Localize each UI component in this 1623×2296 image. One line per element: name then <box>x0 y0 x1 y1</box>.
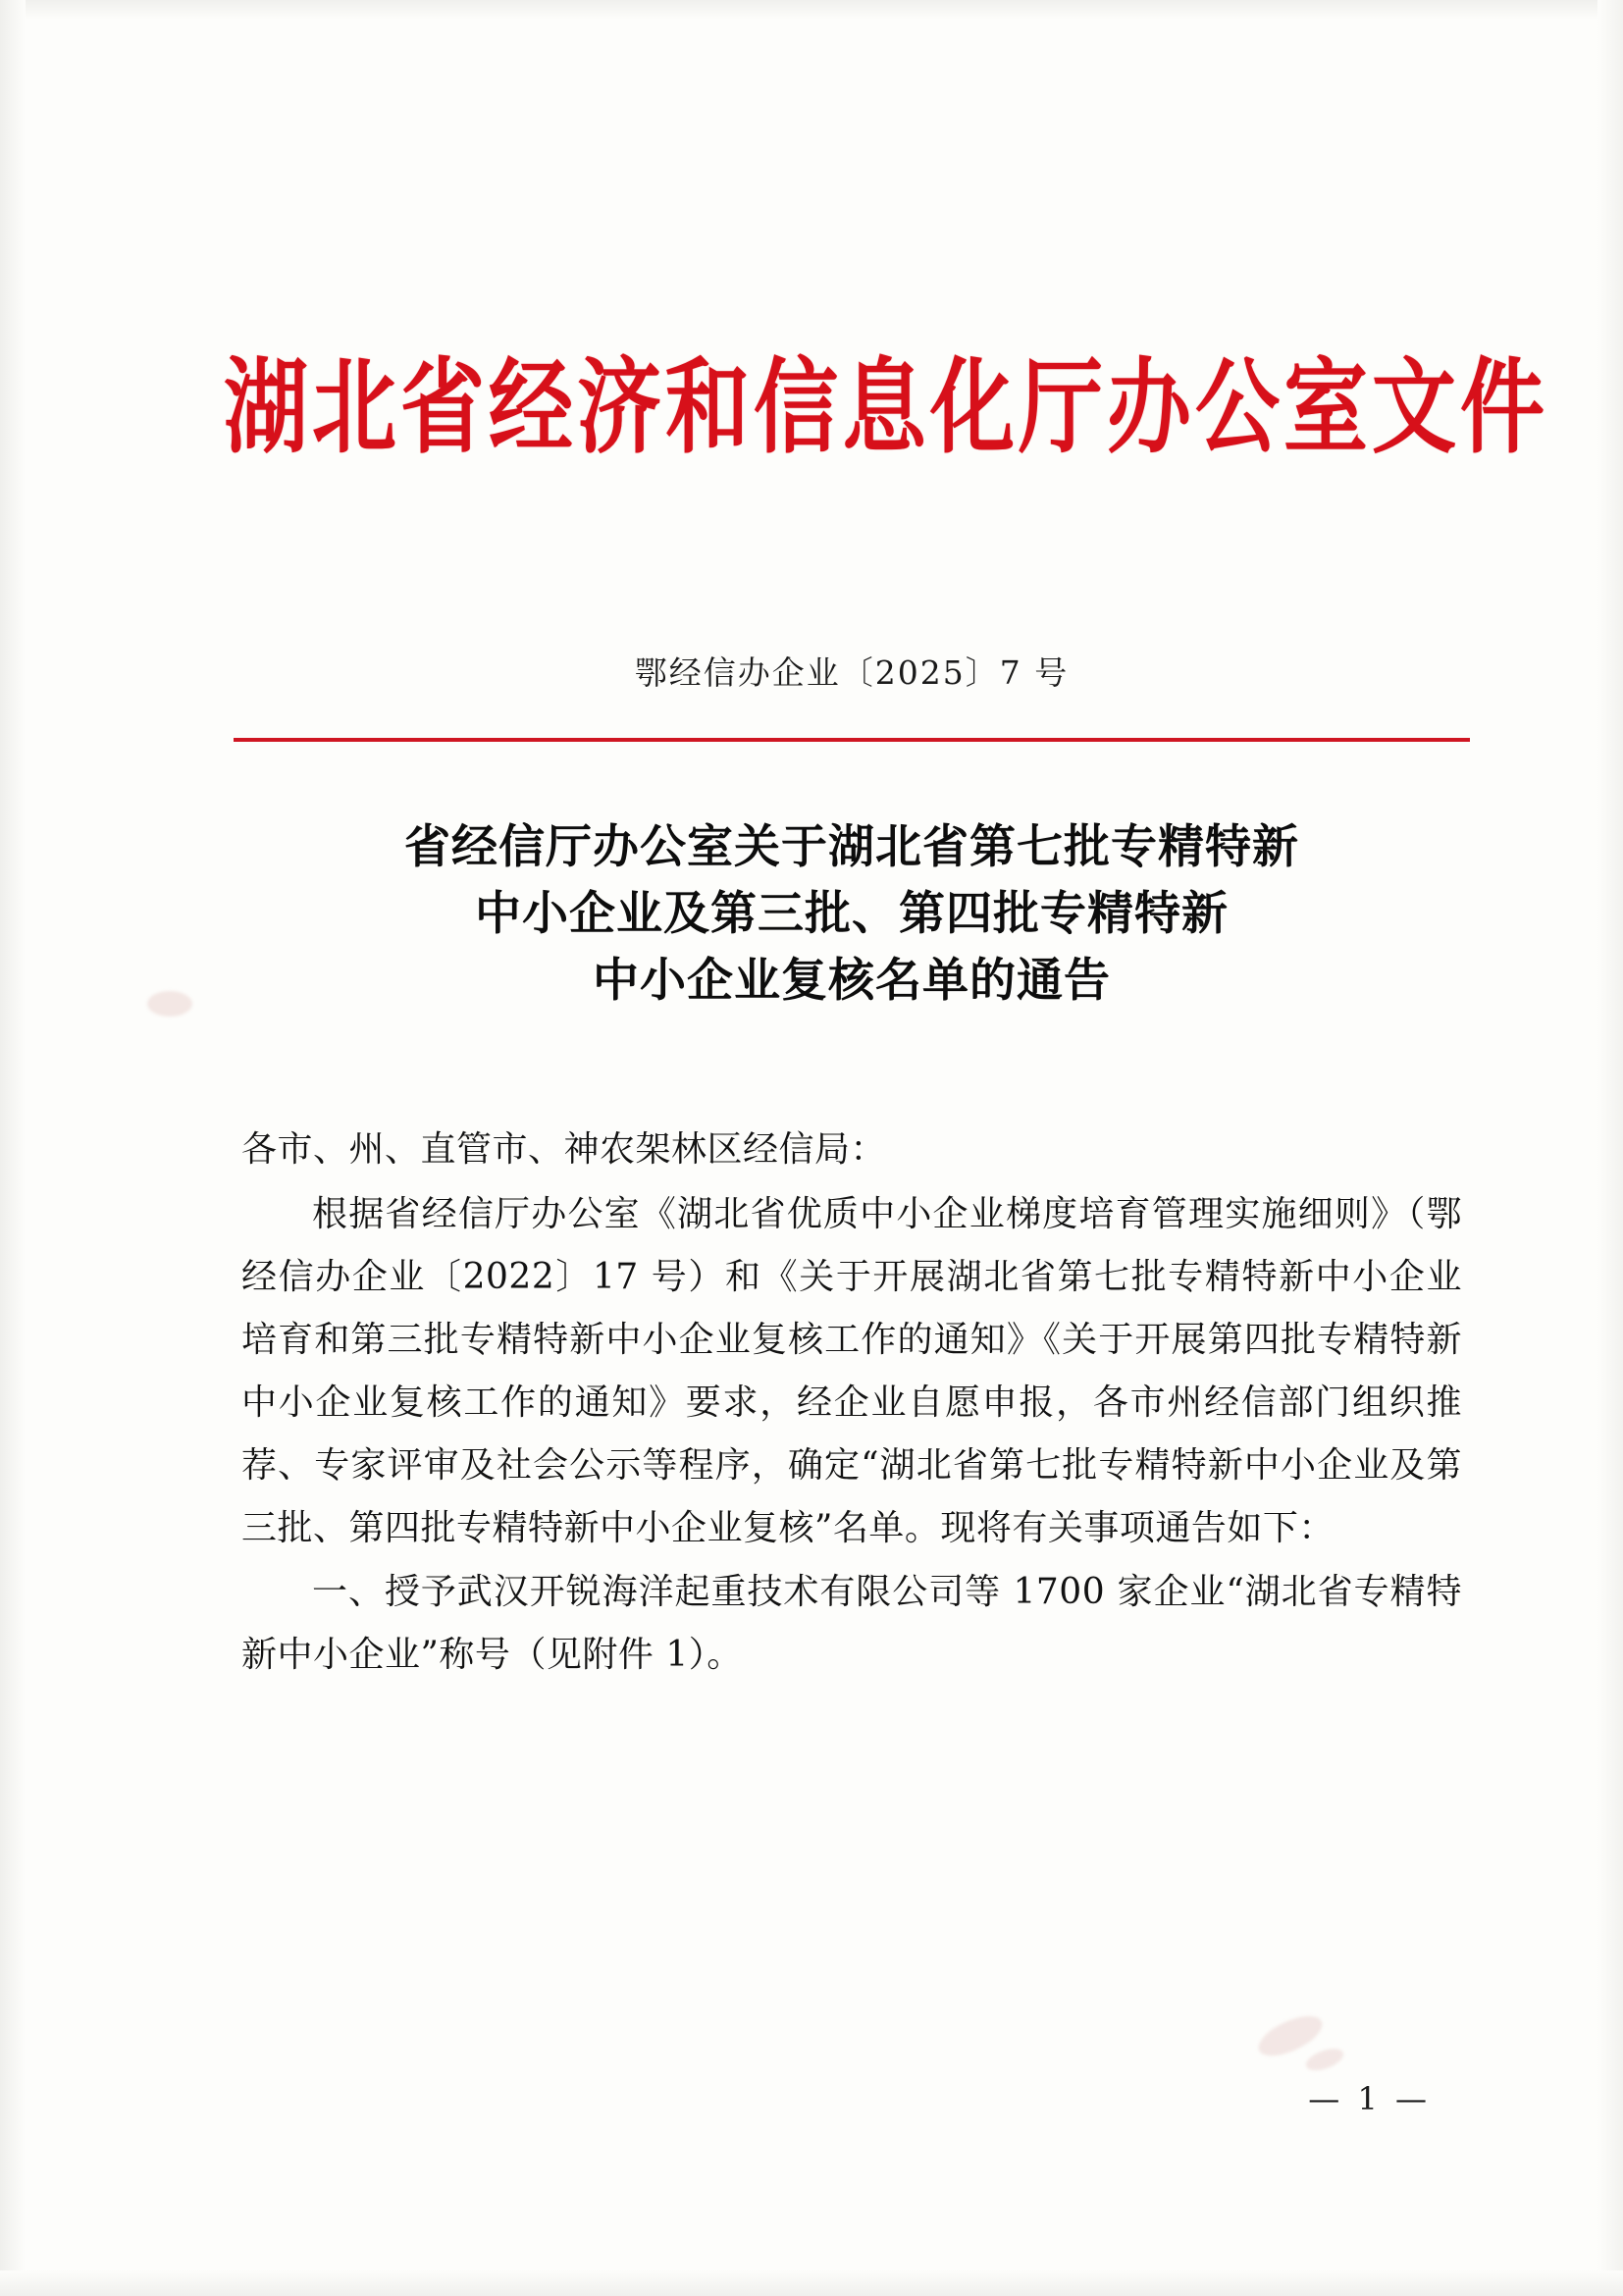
body-paragraph-2: 一、授予武汉开锐海洋起重技术有限公司等 1700 家企业“湖北省专精特新中小企业”称号（见附件 1）。 <box>241 1571 1462 1675</box>
masthead <box>224 346 1548 469</box>
masthead-title: 湖北省经济和信息化厅办公室文件 <box>224 346 1548 469</box>
page-title-line-1: 省经信厅办公室关于湖北省第七批专精特新 <box>404 820 1299 874</box>
document-body <box>241 1119 1462 1687</box>
page-title <box>263 814 1440 1015</box>
page-title-line-3: 中小企业复核名单的通告 <box>593 954 1111 1009</box>
body-paragraph-1: 根据省经信厅办公室《湖北省优质中小企业梯度培育管理实施细则》（鄂经信办企业〔2022〕17 号）和《关于开展湖北省第七批专精特新中小企业培育和第三批专精特新中小企业复核工作的通知》《关于开展第四批专精特新中小企业复核工作的通知》要求，经企业自愿申报，各市州经信部门组织推荐、专家评审及社会公示等程序，确定“湖北省第七批专精特新中小企业及第三批、第四批专精特新中小企业复核”名单。现将有关事项通告如下： <box>241 1194 1462 1549</box>
red-separator-rule <box>234 738 1470 742</box>
scan-edge-left <box>0 0 26 2296</box>
document-content <box>224 0 1548 2296</box>
salutation: 各市、州、直管市、神农架林区经信局： <box>241 1129 887 1170</box>
scan-smudge <box>147 991 192 1017</box>
scan-edge-right <box>1597 0 1623 2296</box>
page-title-line-2: 中小企业及第三批、第四批专精特新 <box>475 887 1229 942</box>
document-number: 鄂经信办企业〔2025〕7 号 <box>634 653 1070 692</box>
page-number: — 1 — <box>1308 2080 1431 2117</box>
